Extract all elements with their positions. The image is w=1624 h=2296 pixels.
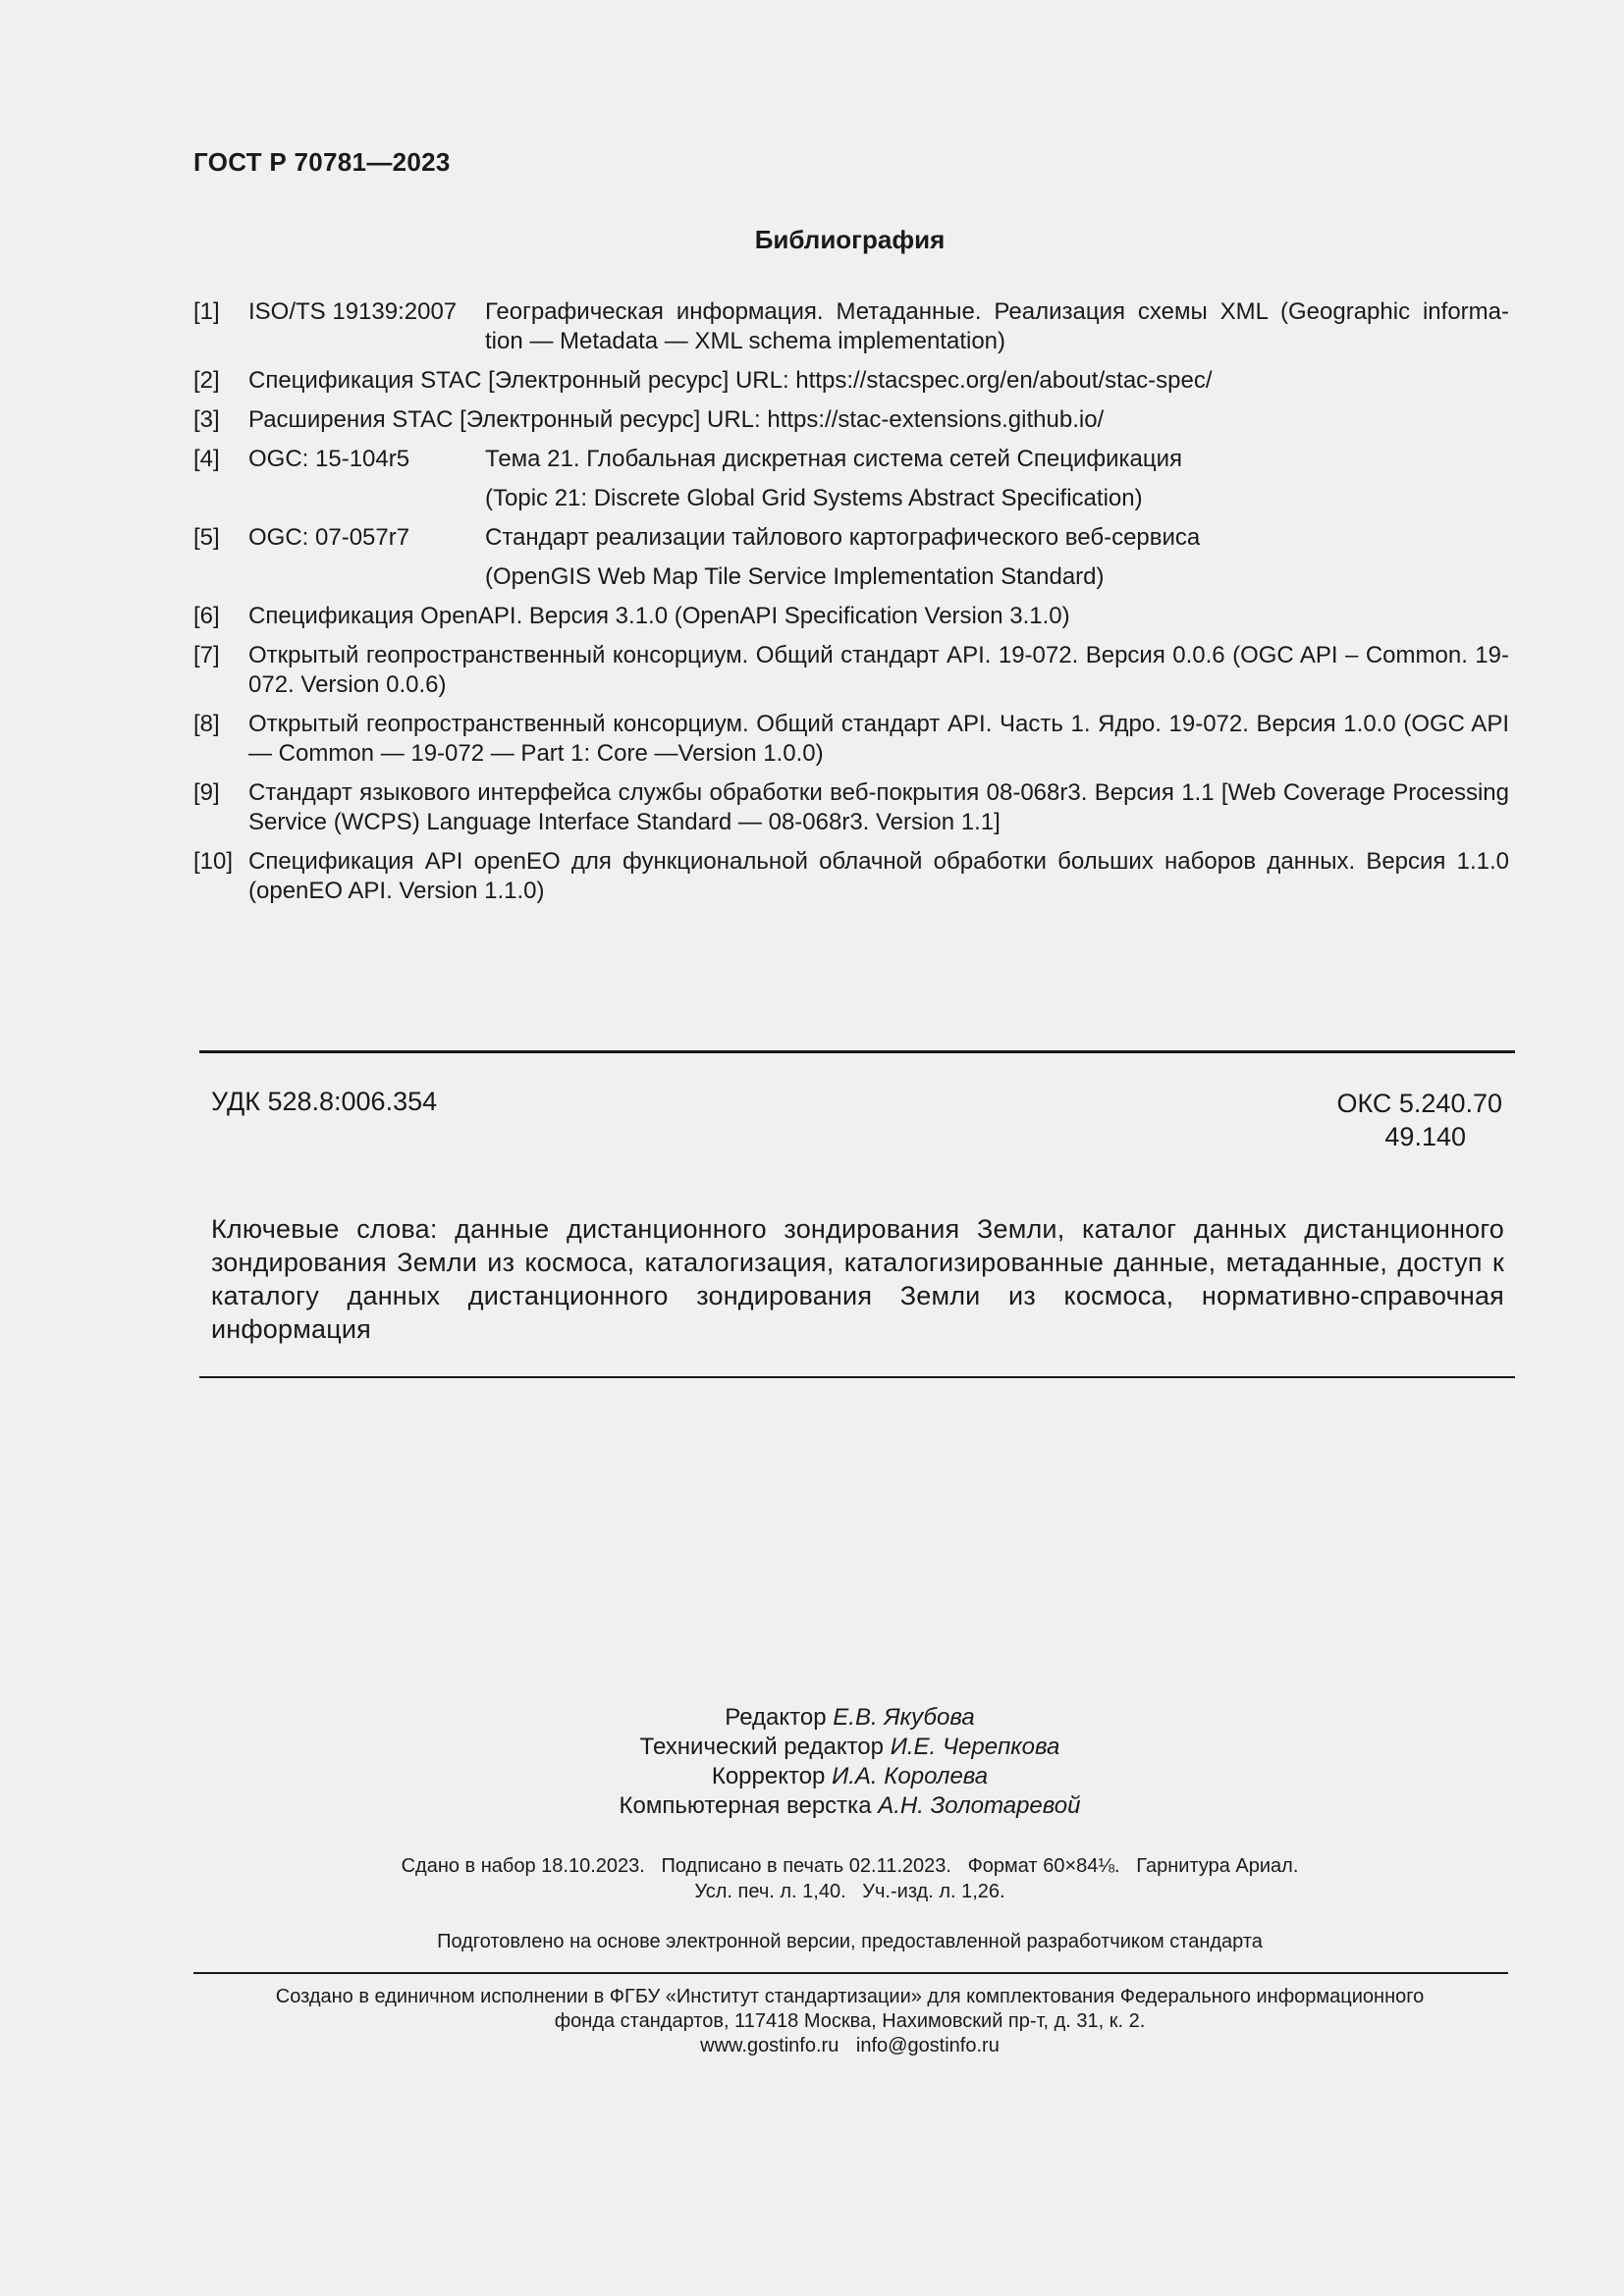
entry-text: Открытый геопространственный консорциум. Общий стандарт API. 19-072. Версия 0.0.6 (OGC API – Common. 19-072. Version 0.0.6): [248, 642, 1509, 698]
entry-line-1: Тема 21. Глобальная дискретная система сетей Спецификация: [485, 446, 1183, 472]
bibliography-entry-3: [193, 405, 1509, 435]
entry-line-1: Стандарт реализации тайлового картографического веб-сервиса: [485, 524, 1201, 551]
bibliography-entry-9: [193, 778, 1509, 837]
entry-number: [7]: [193, 642, 220, 668]
oks-line-2: 49.140: [1384, 1122, 1466, 1151]
entry-line-1: Географическая информация. Метаданные. Реализация схемы XML (Geographic informa-: [485, 298, 1509, 325]
entry-number: [8]: [193, 711, 220, 737]
entry-code: ISO/TS 19139:2007: [248, 298, 458, 325]
credit-editor: [0, 1703, 1624, 1733]
udk-code: УДК 528.8:006.354: [211, 1087, 438, 1116]
credit-label: Компьютерная верстка: [619, 1792, 872, 1819]
website-link[interactable]: www.gostinfo.ru: [700, 2035, 839, 2056]
prepared-note: Подготовлено на основе электронной версии, предоставленной разработчиком стандарта: [437, 1931, 1263, 1952]
credits-block: [0, 1703, 1624, 1821]
entry-line-2: (OpenGIS Web Map Tile Service Implementation Standard): [485, 563, 1105, 590]
email-link[interactable]: info@gostinfo.ru: [855, 2035, 1000, 2056]
imprint-block: [0, 1853, 1624, 1904]
bibliography-entry-4: [193, 445, 1509, 513]
footer-line-1: Создано в единичном исполнении в ФГБУ «Институт стандартизации» для комплектования Федерального информационного: [275, 1986, 1425, 2007]
credit-label: Редактор: [725, 1704, 827, 1731]
entry-text: Спецификация API openEO для функциональной облачной обработки больших наборов данных. Версия 1.1.0 (openEO API. Version 1.1.0): [248, 848, 1509, 904]
entry-description: [485, 445, 1509, 513]
entry-number: [9]: [193, 779, 220, 806]
bibliography-entry-1: [193, 297, 1509, 356]
credit-label: Технический редактор: [639, 1734, 885, 1760]
entry-text: Открытый геопространственный консорциум. Общий стандарт API. Часть 1. Ядро. 19-072. Версия 1.0.0 (OGC API — Common — 19-072 — Part 1: Core —Version 1.0.0): [248, 711, 1509, 767]
entry-number: [3]: [193, 406, 220, 433]
entry-text: Стандарт языкового интерфейса службы обработки веб-покрытия 08-068r3. Версия 1.1 [Web Coverage Processing Service (WCPS) Language Interface Standard — 08-068r3. Version 1.1]: [248, 779, 1509, 835]
bibliography-title: Библиография: [754, 225, 946, 254]
credit-layout: [0, 1791, 1624, 1821]
imprint-line-2: Усл. печ. л. 1,40. Уч.-изд. л. 1,26.: [694, 1881, 1005, 1902]
entry-number: [2]: [193, 367, 220, 394]
bibliography-entry-10: [193, 847, 1509, 906]
keywords-paragraph: Ключевые слова: данные дистанционного зондирования Земли, каталог данных дистанционного зондирования Земли из космоса, каталогизация, каталогизированные данные, метаданные, доступ к каталогу данных дистанционного зондирования Земли из космоса, нормативно-справочная информация: [211, 1214, 1504, 1344]
entry-line-2: (Topic 21: Discrete Global Grid Systems Abstract Specification): [485, 485, 1143, 511]
footer-block: [0, 1985, 1624, 2058]
credit-proofreader: [0, 1762, 1624, 1791]
entry-code: OGC: 15-104r5: [248, 446, 410, 472]
entry-number: [1]: [193, 298, 220, 325]
credit-name: И.А. Королева: [832, 1763, 989, 1789]
footer-line-2: фонда стандартов, 117418 Москва, Нахимовский пр-т, д. 31, к. 2.: [554, 2010, 1146, 2032]
bibliography-list: [193, 297, 1509, 916]
oks-line-1: ОКС 5.240.70: [1336, 1089, 1502, 1118]
oks-code: [1336, 1087, 1502, 1153]
divider-footer: [193, 1972, 1508, 1974]
credit-tech-editor: [0, 1733, 1624, 1762]
entry-description: [485, 297, 1509, 356]
entry-description: [485, 523, 1509, 592]
entry-line-2: tion — Metadata — XML schema implementation): [485, 328, 1006, 354]
entry-text: Расширения STAC [Электронный ресурс] URL: https://stac-extensions.github.io/: [248, 406, 1105, 433]
bibliography-entry-7: [193, 641, 1509, 700]
entry-code: OGC: 07-057r7: [248, 524, 410, 551]
document-code: ГОСТ Р 70781—2023: [193, 147, 451, 177]
credit-label: Корректор: [711, 1763, 826, 1789]
credit-name: А.Н. Золотаревой: [878, 1792, 1081, 1819]
footer-contacts: [0, 2034, 1624, 2058]
entry-number: [5]: [193, 524, 220, 551]
credit-name: И.Е. Черепкова: [890, 1734, 1060, 1760]
bibliography-entry-5: [193, 523, 1509, 592]
entry-number: [10]: [193, 848, 234, 875]
imprint-line-1: Сдано в набор 18.10.2023. Подписано в печать 02.11.2023. Формат 60×84⅛. Гарнитура Ариал.: [401, 1855, 1299, 1877]
credit-name: Е.В. Якубова: [833, 1704, 975, 1731]
entry-number: [4]: [193, 446, 220, 472]
entry-number: [6]: [193, 603, 220, 629]
divider-keywords: [199, 1376, 1515, 1378]
entry-text: Спецификация OpenAPI. Версия 3.1.0 (OpenAPI Specification Version 3.1.0): [248, 603, 1070, 629]
bibliography-entry-2: [193, 366, 1509, 396]
entry-text: Спецификация STAC [Электронный ресурс] URL: https://stacspec.org/en/about/stac-spec/: [248, 367, 1213, 394]
divider-top: [199, 1050, 1515, 1053]
bibliography-entry-8: [193, 710, 1509, 769]
bibliography-entry-6: [193, 602, 1509, 631]
